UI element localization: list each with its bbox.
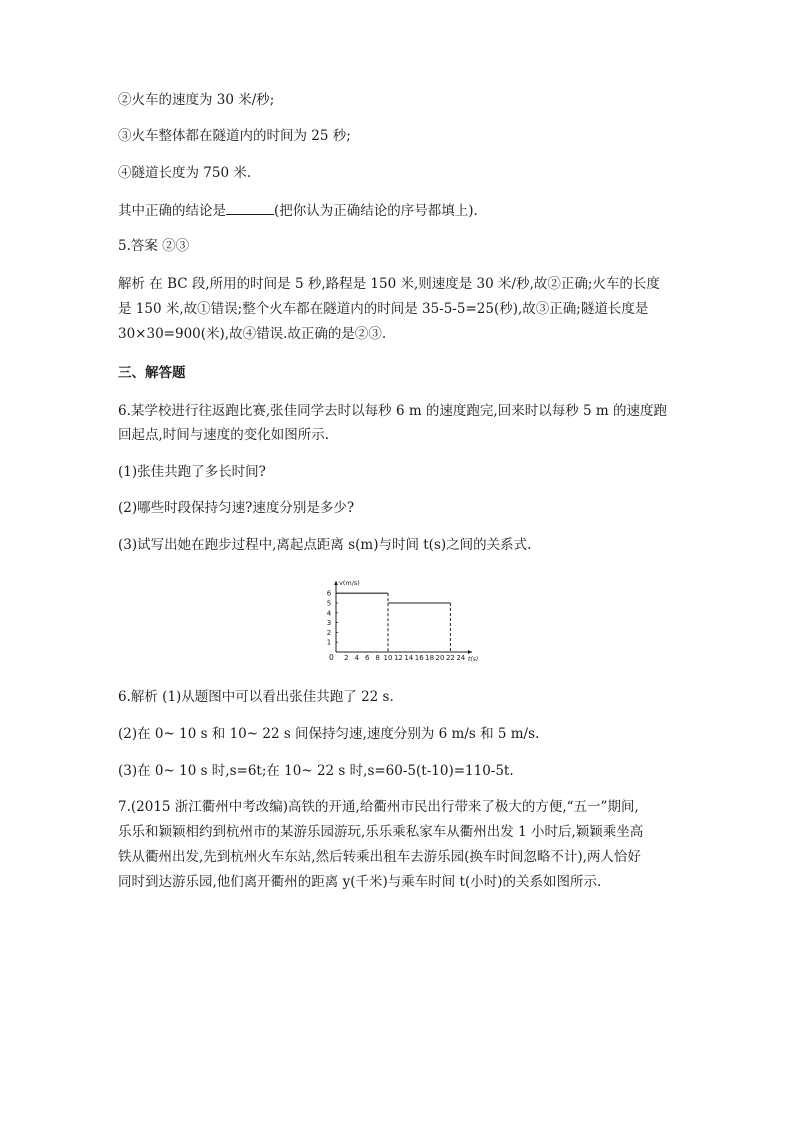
text-line: 30×30=900(米),故④错误.故正确的是②③. bbox=[118, 326, 387, 342]
text-line: 是 150 米,故①错误;整个火车都在隧道内的时间是 35-5-5=25(秒),故③正确;隧道长度是 bbox=[118, 301, 649, 317]
x-tick-label: 12 bbox=[393, 654, 403, 662]
x-tick-label: 16 bbox=[414, 654, 424, 662]
x-tick-label: 8 bbox=[375, 654, 380, 662]
text-line: 铁从衢州出发,先到杭州火车东站,然后转乘出租车去游乐园(换车时间忽略不计),两人恰好 bbox=[118, 849, 641, 865]
text-fragment: (把你认为正确结论的序号都填上). bbox=[274, 203, 478, 219]
x-tick-label: 4 bbox=[354, 654, 360, 662]
text-line: 回起点,时间与速度的变化如图所示. bbox=[118, 427, 330, 443]
text-line: 乐乐和颖颖相约到杭州市的某游乐园游玩,乐乐乘私家车从衢州出发 1 小时后,颖颖乘坐高 bbox=[118, 824, 644, 840]
x-axis-arrow bbox=[468, 650, 472, 654]
text-line: (3)试写出她在跑步过程中,离起点距离 s(m)与时间 t(s)之间的关系式. bbox=[118, 537, 532, 553]
text-line: (2)在 0~ 10 s 和 10~ 22 s 间保持匀速,速度分别为 6 m/s 和 5 m/s. bbox=[118, 726, 540, 742]
x-tick-label: 6 bbox=[364, 654, 370, 662]
chart-tick-labels bbox=[327, 579, 478, 663]
text-line: 6.解析 (1)从题图中可以看出张佳共跑了 22 s. bbox=[118, 689, 394, 705]
section-heading: 三、解答题 bbox=[118, 365, 186, 381]
text-line: 同时到达游乐园,他们离开衢州的距离 y(千米)与乘车时间 t(小时)的关系如图所示. bbox=[118, 874, 602, 890]
text-line: 解析 在 BC 段,所用的时间是 5 秒,路程是 150 米,则速度是 30 米/秒,故②正确;火车的长度 bbox=[118, 276, 660, 292]
x-tick-label: 14 bbox=[404, 654, 414, 662]
answer-blank[interactable] bbox=[226, 201, 274, 215]
y-tick-label: 6 bbox=[326, 589, 332, 598]
x-axis-label: t(s) bbox=[468, 656, 479, 663]
answer-line: 5.答案 ②③ bbox=[118, 238, 190, 254]
text-line: 6.某学校进行往返跑比赛,张佳同学去时以每秒 6 m 的速度跑完,回来时以每秒 5 m 的速度跑 bbox=[118, 403, 667, 419]
x-tick-label: 20 bbox=[435, 654, 445, 662]
text-line: ③火车整体都在隧道内的时间为 25 秒; bbox=[118, 128, 351, 144]
x-tick-label: 22 bbox=[445, 654, 455, 662]
text-line: (3)在 0~ 10 s 时,s=6t;在 10~ 22 s 时,s=60-5(t-10)=110-5t. bbox=[118, 763, 514, 779]
y-tick-label: 1 bbox=[326, 638, 332, 647]
velocity-time-chart bbox=[316, 575, 479, 667]
x-tick-label: 10 bbox=[383, 654, 393, 662]
text-line: (1)张佳共跑了多长时间? bbox=[118, 464, 266, 480]
chart-series bbox=[336, 593, 450, 652]
text-line: (2)哪些时段保持匀速?速度分别是多少? bbox=[118, 500, 355, 516]
x-tick-label: 24 bbox=[456, 654, 466, 662]
y-tick-label: 5 bbox=[326, 599, 332, 608]
text-fragment: 其中正确的结论是 bbox=[118, 203, 226, 219]
y-tick-label: 4 bbox=[326, 609, 332, 618]
question-fill-line bbox=[118, 201, 478, 220]
x-tick-label: 18 bbox=[425, 654, 435, 662]
x-tick-label: 2 bbox=[344, 654, 349, 662]
y-tick-label: 3 bbox=[326, 619, 332, 628]
text-line: ②火车的速度为 30 米/秒; bbox=[118, 92, 275, 108]
chart-axes bbox=[334, 581, 472, 654]
text-line: 7.(2015 浙江衢州中考改编)高铁的开通,给衢州市民出行带来了极大的方便,“五一”期间, bbox=[118, 799, 639, 815]
y-axis-label: v(m/s) bbox=[339, 579, 360, 587]
text-line: ④隧道长度为 750 米. bbox=[118, 165, 252, 181]
y-tick-label: 2 bbox=[326, 628, 332, 637]
y-axis-arrow bbox=[334, 581, 338, 585]
origin-label: 0 bbox=[329, 653, 334, 662]
